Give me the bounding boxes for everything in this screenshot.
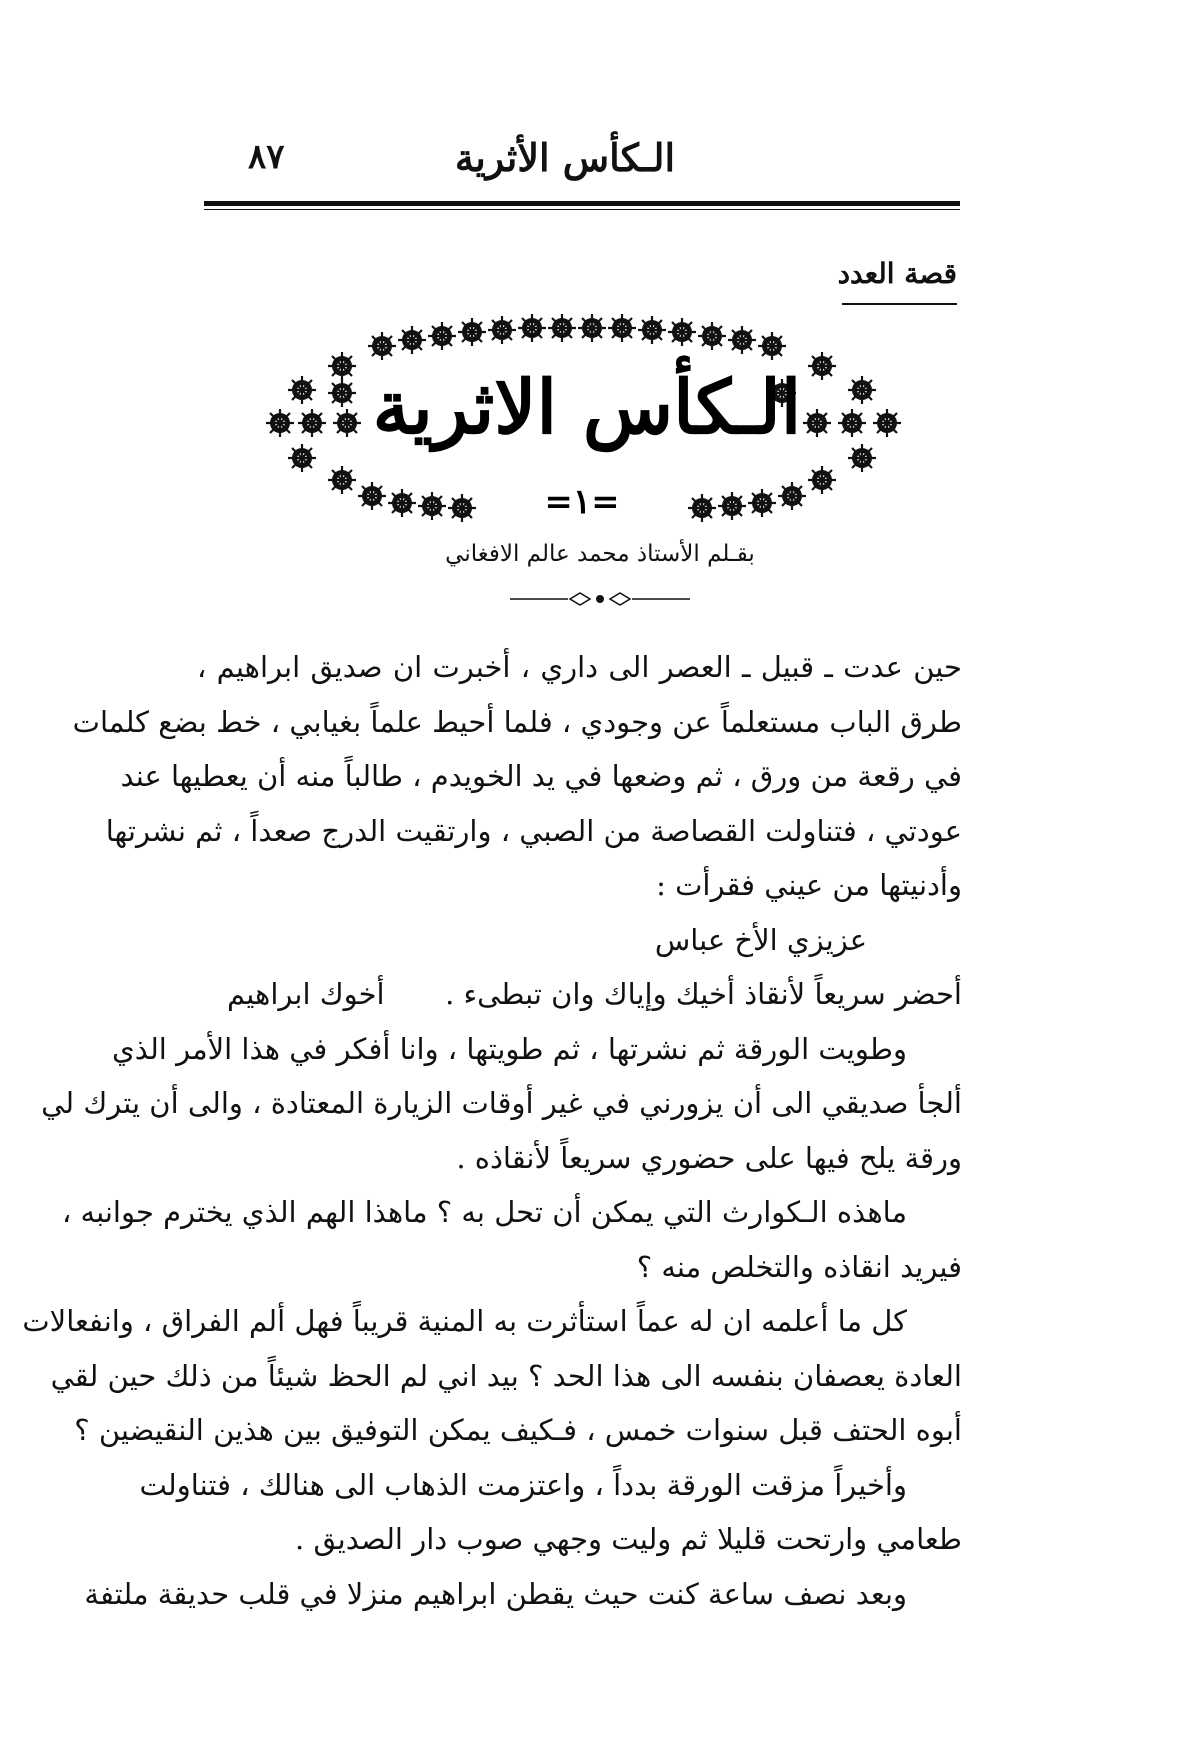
- page-header: [204, 135, 960, 191]
- body-line: العادة يعصفان بنفسه الى هذا الحد ؟ بيد اني لم الحظ شيئاً من ذلك حين لقي: [50, 1358, 962, 1393]
- body-line: عودتي ، فتناولت القصاصة من الصبي ، وارتقيت الدرج صعداً ، ثم نشرتها: [105, 813, 962, 848]
- page-number: ٨٧: [248, 137, 285, 177]
- title-ornament-frame: [262, 318, 912, 528]
- section-underline: [842, 303, 957, 305]
- running-title: الـكأس الأثرية: [454, 135, 675, 180]
- byline: بقـلم الأستاذ محمد عالم الافغاني: [445, 541, 755, 567]
- body-line: كل ما أعلمه ان له عماً استأثرت به المنية قريباً فهل ألم الفراق ، وانفعالات: [22, 1304, 907, 1338]
- letter-body: أحضر سريعاً لأنقاذ أخيك وإياك وان تبطىء .: [445, 977, 962, 1011]
- body-line: طعامي وارتحت قليلا ثم وليت وجهي صوب دار الصديق .: [295, 1522, 962, 1556]
- ornament-rosettes-left: [266, 352, 361, 494]
- story-title: الـكأس الاثرية: [372, 365, 802, 451]
- ornament-rosettes-top: [368, 314, 786, 360]
- body-line: وطويت الورقة ثم نشرتها ، ثم طويتها ، وانا أفكر في هذا الأمر الذي: [112, 1031, 907, 1066]
- header-rule-thin: [204, 209, 960, 210]
- body-line: وأخيراً مزقت الورقة بدداً ، واعتزمت الذهاب الى هنالك ، فتناولت: [139, 1467, 907, 1502]
- story-body: [22, 640, 962, 1621]
- body-line: ألجأ صديقي الى أن يزورني في غير أوقات الزيارة المعتادة ، والى أن يترك لي: [41, 1086, 962, 1120]
- body-line: ماهذه الـكوارث التي يمكن أن تحل به ؟ ماهذا الهم الذي يخترم جوانبه ،: [61, 1195, 907, 1229]
- body-line: في رقعة من ورق ، ثم وضعها في يد الخويدم ، طالباً منه أن يعطيها عند: [120, 759, 962, 793]
- letter-salutation: عزيزي الأخ عباس: [654, 922, 867, 957]
- section-label: قصة العدد: [837, 257, 957, 290]
- body-line: وأدنيتها من عيني فقرأت :: [656, 868, 962, 902]
- body-line: وبعد نصف ساعة كنت حيث يقطن ابراهيم منزلا في قلب حديقة ملتفة: [84, 1576, 907, 1611]
- body-line: طرق الباب مستعلماً عن وجودي ، فلما أحيط علماً بغيابي ، خط بضع كلمات: [72, 704, 962, 739]
- body-line: أبوه الحتف قبل سنوات خمس ، فـكيف يمكن التوفيق بين هذين النقيضين ؟: [74, 1413, 962, 1447]
- letter-signature: أخوك ابراهيم: [227, 977, 385, 1011]
- body-line: فيريد انقاذه والتخلص منه ؟: [636, 1249, 962, 1284]
- ornamental-divider: [510, 590, 690, 608]
- body-line: ورقة يلح فيها على حضوري سريعاً لأنقاذه .: [456, 1140, 962, 1175]
- body-line: حين عدت ـ قبيل ـ العصر الى داري ، أخبرت ان صديق ابراهيم ،: [197, 650, 962, 684]
- letter-row: [197, 967, 962, 1022]
- header-rule: [204, 201, 960, 206]
- part-number: =١=: [544, 482, 620, 522]
